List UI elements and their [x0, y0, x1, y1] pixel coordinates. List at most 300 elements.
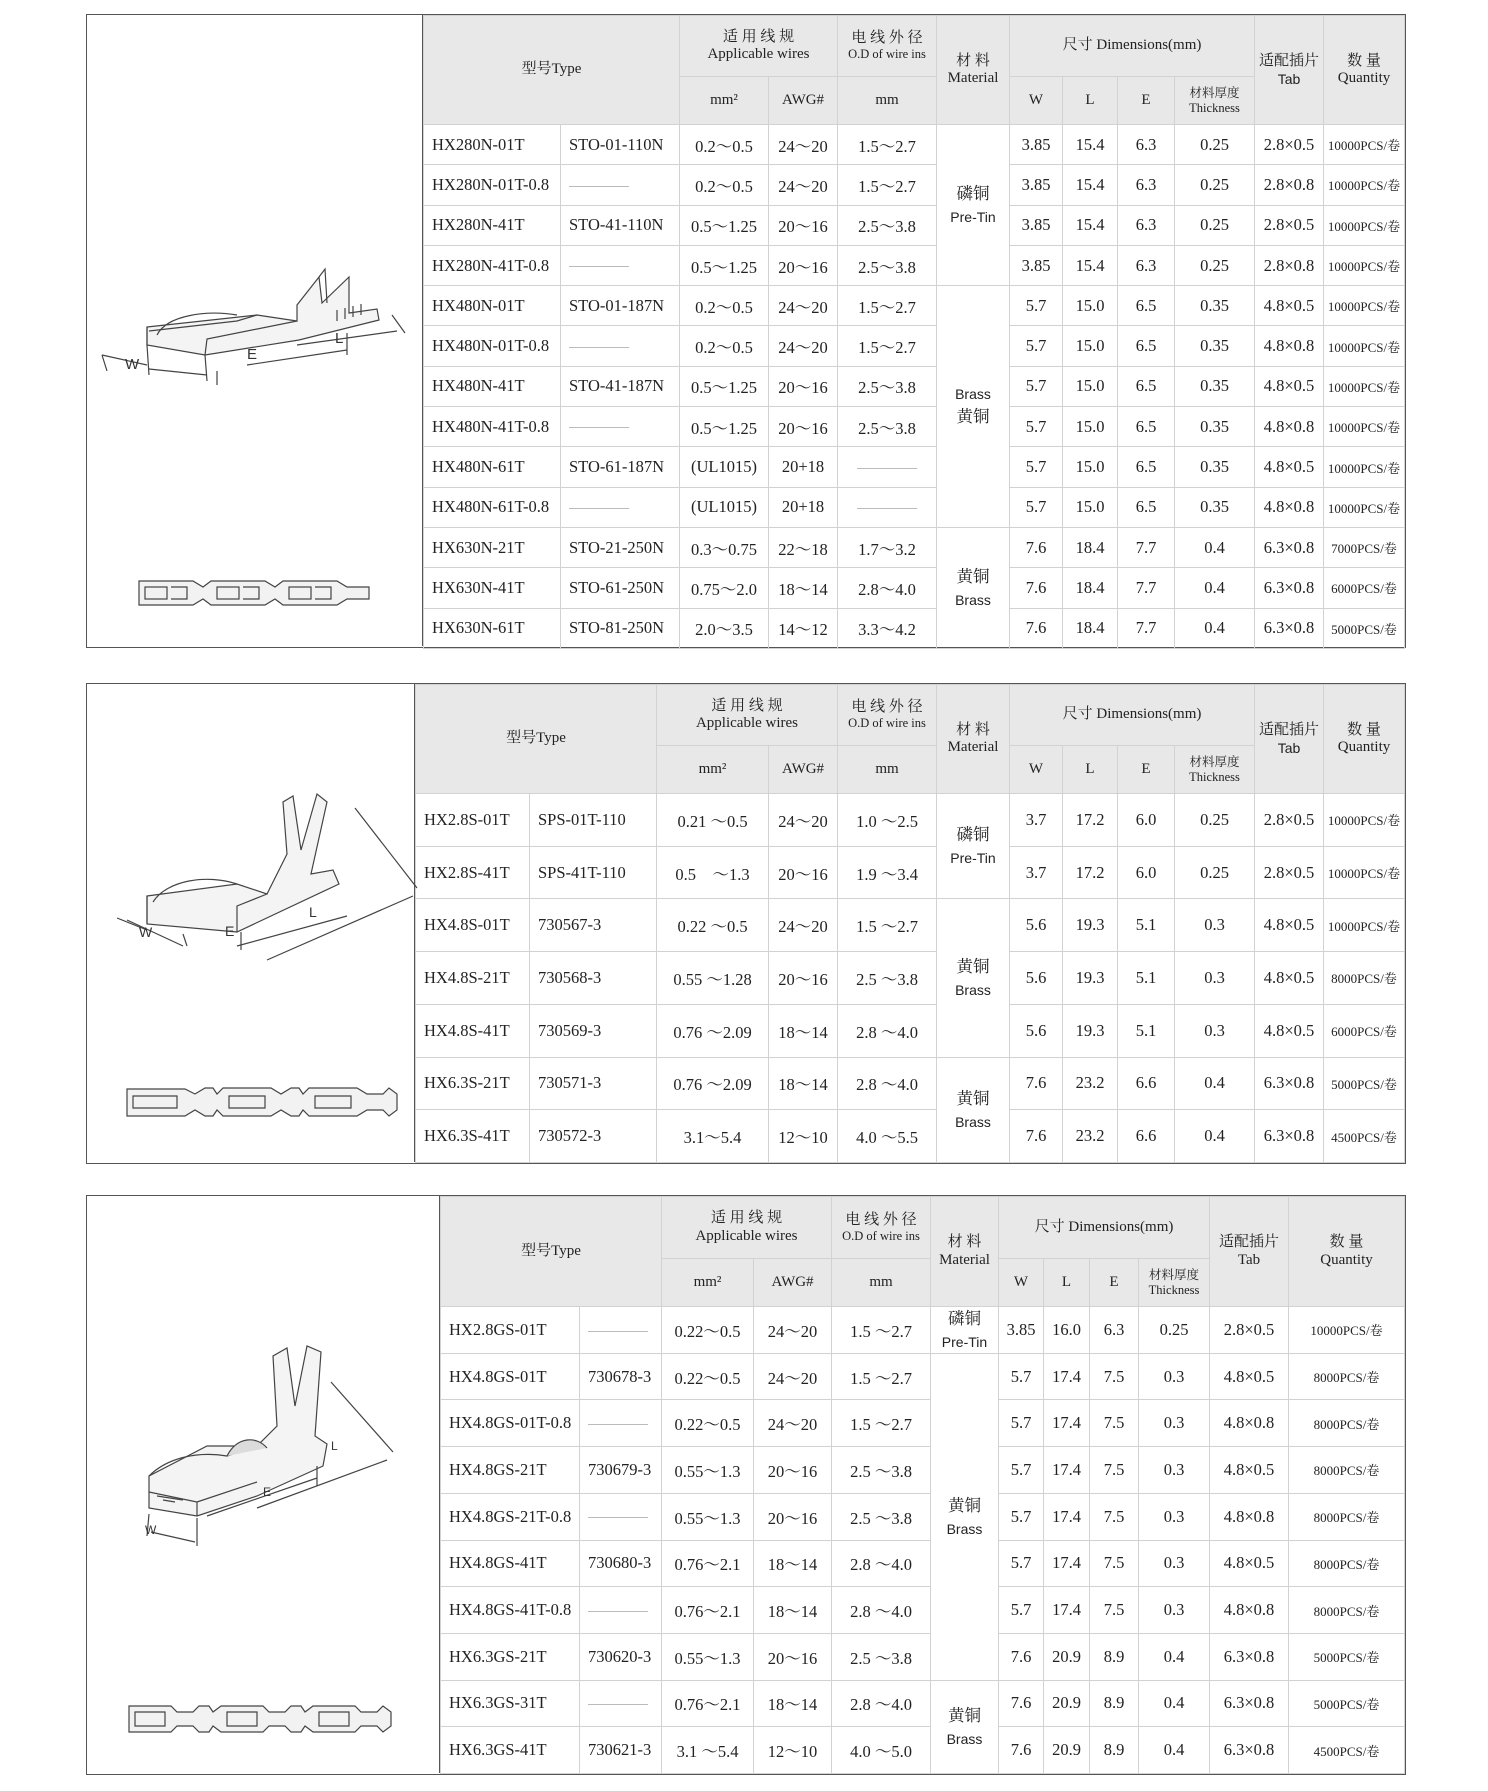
tab-cell: 4.8×0.5 [1210, 1353, 1289, 1400]
reference-cell: 730568-3 [530, 952, 657, 1005]
wire-mm2-cell: 0.75～2.0 [680, 568, 769, 608]
dim-e-cell: 6.5 [1118, 326, 1175, 366]
dim-l-cell: 16.0 [1044, 1307, 1090, 1354]
figure-panel-3 [87, 1196, 440, 1773]
header-thickness: 材料厚度 Thickness [1175, 77, 1255, 125]
table-row [424, 286, 1405, 326]
header-l: L [1044, 1259, 1090, 1307]
table-row [424, 487, 1405, 527]
dim-w-cell: 5.7 [999, 1353, 1044, 1400]
dim-w-cell: 3.7 [1010, 846, 1063, 899]
awg-cell: 24～20 [769, 326, 838, 366]
model-cell: HX6.3S-41T [416, 1110, 530, 1163]
dim-w-cell: 7.6 [1010, 1057, 1063, 1110]
material-cell [937, 527, 1010, 648]
material-cn: 黄铜 [956, 957, 990, 977]
wire-mm2-cell: 0.55～1.3 [662, 1633, 754, 1680]
thickness-cell: 0.25 [1175, 165, 1255, 205]
table-row [424, 447, 1405, 487]
awg-cell: 20+18 [769, 447, 838, 487]
od-cell: 4.0 ～5.0 [832, 1727, 931, 1774]
tab-cell: 4.8×0.5 [1255, 366, 1324, 406]
tab-cell: 4.8×0.5 [1255, 899, 1324, 952]
quantity-cell: 10000PCS/卷 [1324, 899, 1405, 952]
dim-e-cell: 6.3 [1118, 245, 1175, 285]
table-row [441, 1540, 1405, 1587]
table-row [424, 326, 1405, 366]
header-thickness: 材料厚度 Thickness [1139, 1259, 1210, 1307]
awg-cell: 20+18 [769, 487, 838, 527]
model-cell: HX4.8GS-01T [441, 1353, 580, 1400]
dim-w-cell: 7.6 [999, 1727, 1044, 1774]
quantity-cell: 8000PCS/卷 [1289, 1447, 1405, 1494]
dim-l-cell: 17.2 [1063, 794, 1118, 847]
dim-e-cell: 6.0 [1118, 846, 1175, 899]
model-cell: HX4.8GS-41T [441, 1540, 580, 1587]
dim-l-cell: 18.4 [1063, 568, 1118, 608]
wire-mm2-cell: 0.5～1.25 [680, 366, 769, 406]
quantity-cell: 10000PCS/卷 [1324, 366, 1405, 406]
dim-e-cell: 7.5 [1090, 1493, 1139, 1540]
reference-cell: 730571-3 [530, 1057, 657, 1110]
od-cell: 3.3～4.2 [838, 608, 937, 648]
dim-e-cell: 7.7 [1118, 568, 1175, 608]
reference-cell [580, 1493, 662, 1540]
quantity-cell: 7000PCS/卷 [1324, 527, 1405, 567]
awg-cell: 24～20 [754, 1353, 832, 1400]
dim-e-cell: 5.1 [1118, 899, 1175, 952]
model-cell: HX4.8S-01T [416, 899, 530, 952]
wire-mm2-cell: 0.55～1.3 [662, 1493, 754, 1540]
quantity-cell: 5000PCS/卷 [1324, 608, 1405, 648]
model-cell: HX630N-41T [424, 568, 561, 608]
thickness-cell: 0.4 [1139, 1633, 1210, 1680]
dim-e-cell: 6.5 [1118, 286, 1175, 326]
tab-cell: 6.3×0.8 [1210, 1633, 1289, 1680]
spec-table-3 [440, 1196, 1405, 1774]
material-cell [937, 899, 1010, 1057]
dim-l-cell: 15.0 [1063, 407, 1118, 447]
spec-block-1 [86, 14, 1406, 648]
awg-cell: 18～14 [754, 1680, 832, 1727]
model-cell: HX280N-01T-0.8 [424, 165, 561, 205]
header-material: 材 料 Material [931, 1197, 999, 1307]
od-cell: 2.5 ～3.8 [838, 952, 937, 1005]
model-cell: HX480N-01T-0.8 [424, 326, 561, 366]
tab-cell: 6.3×0.8 [1210, 1727, 1289, 1774]
tab-cell: 4.8×0.8 [1255, 487, 1324, 527]
terminal-strip-3 [129, 1706, 391, 1732]
awg-cell: 20～16 [754, 1447, 832, 1494]
dim-l-cell: 19.3 [1063, 899, 1118, 952]
dim-l-cell: 23.2 [1063, 1110, 1118, 1163]
header-wires: 适 用 线 规 Applicable wires [680, 16, 838, 77]
dim-w-cell: 5.7 [999, 1493, 1044, 1540]
dim-l-cell: 15.0 [1063, 447, 1118, 487]
od-cell: 1.0 ～2.5 [838, 794, 937, 847]
dim-w-cell: 5.7 [1010, 366, 1063, 406]
awg-cell: 20～16 [769, 366, 838, 406]
quantity-cell: 10000PCS/卷 [1324, 487, 1405, 527]
header-tab: 适配插片 Tab [1210, 1197, 1289, 1307]
header-material: 材 料 Material [937, 16, 1010, 125]
dim-l-cell: 17.4 [1044, 1587, 1090, 1634]
tab-cell: 2.8×0.5 [1255, 846, 1324, 899]
header-l: L [1063, 746, 1118, 794]
wire-mm2-cell: 0.22 ～0.5 [657, 899, 769, 952]
od-cell: 2.8 ～4.0 [832, 1587, 931, 1634]
header-quantity: 数 量 Quantity [1324, 16, 1405, 125]
awg-cell: 20～16 [769, 407, 838, 447]
quantity-cell: 10000PCS/卷 [1324, 326, 1405, 366]
dim-e-cell: 6.3 [1118, 165, 1175, 205]
spec-block-3 [86, 1195, 1406, 1775]
reference-cell: SPS-01T-110 [530, 794, 657, 847]
dim-label-e: E [263, 1485, 272, 1499]
od-cell: 2.8 ～4.0 [838, 1004, 937, 1057]
quantity-cell: 10000PCS/卷 [1289, 1307, 1405, 1354]
od-cell: 1.5 ～2.7 [838, 899, 937, 952]
wire-mm2-cell: 0.22～0.5 [662, 1353, 754, 1400]
dim-e-cell: 6.5 [1118, 487, 1175, 527]
quantity-cell: 10000PCS/卷 [1324, 286, 1405, 326]
table-row [424, 125, 1405, 165]
dim-l-cell: 15.4 [1063, 165, 1118, 205]
thickness-cell: 0.35 [1175, 487, 1255, 527]
dim-w-cell: 3.85 [1010, 205, 1063, 245]
header-wires: 适 用 线 规 Applicable wires [662, 1197, 832, 1259]
awg-cell: 18～14 [754, 1540, 832, 1587]
wire-mm2-cell: 0.2～0.5 [680, 286, 769, 326]
dim-e-cell: 7.5 [1090, 1400, 1139, 1447]
dim-w-cell: 5.7 [999, 1587, 1044, 1634]
wire-mm2-cell: 0.5 ～1.3 [657, 846, 769, 899]
table-row [441, 1727, 1405, 1774]
material-cell [931, 1307, 999, 1354]
tab-cell: 4.8×0.5 [1210, 1540, 1289, 1587]
dim-w-cell: 7.6 [1010, 527, 1063, 567]
dim-e-cell: 5.1 [1118, 1004, 1175, 1057]
thickness-cell: 0.35 [1175, 326, 1255, 366]
reference-cell: STO-21-250N [561, 527, 680, 567]
thickness-cell: 0.3 [1175, 952, 1255, 1005]
empty-dash [588, 1517, 648, 1518]
reference-cell: STO-81-250N [561, 608, 680, 648]
header-dimensions: 尺寸 Dimensions(mm) [999, 1197, 1210, 1259]
material-cn: 黄铜 [956, 406, 990, 426]
header-tab: 适配插片 Tab [1255, 16, 1324, 125]
header-thickness: 材料厚度 Thickness [1175, 746, 1255, 794]
table-row [441, 1680, 1405, 1727]
thickness-cell: 0.25 [1175, 846, 1255, 899]
awg-cell: 18～14 [769, 568, 838, 608]
od-cell: 2.5～3.8 [838, 245, 937, 285]
dim-label-w: W [139, 924, 153, 940]
dim-w-cell: 5.7 [999, 1540, 1044, 1587]
dim-l-cell: 15.0 [1063, 366, 1118, 406]
terminal-diagram-3 [87, 1196, 438, 1773]
awg-cell: 20～16 [754, 1493, 832, 1540]
dim-l-cell: 15.4 [1063, 245, 1118, 285]
dim-w-cell: 5.6 [1010, 1004, 1063, 1057]
dim-l-cell: 20.9 [1044, 1633, 1090, 1680]
quantity-cell: 10000PCS/卷 [1324, 125, 1405, 165]
model-cell: HX480N-01T [424, 286, 561, 326]
dim-w-cell: 7.6 [999, 1680, 1044, 1727]
header-dimensions: 尺寸 Dimensions(mm) [1010, 16, 1255, 77]
reference-cell: STO-61-250N [561, 568, 680, 608]
wire-mm2-cell: 2.0～3.5 [680, 608, 769, 648]
dim-l-cell: 17.4 [1044, 1493, 1090, 1540]
dim-l-cell: 15.4 [1063, 205, 1118, 245]
dim-w-cell: 3.7 [1010, 794, 1063, 847]
dim-l-cell: 20.9 [1044, 1727, 1090, 1774]
material-cell [931, 1680, 999, 1773]
table-row [441, 1400, 1405, 1447]
awg-cell: 12～10 [754, 1727, 832, 1774]
header-wires: 适 用 线 规 Applicable wires [657, 685, 838, 746]
model-cell: HX480N-61T [424, 447, 561, 487]
quantity-cell: 8000PCS/卷 [1324, 952, 1405, 1005]
tab-cell: 2.8×0.5 [1255, 125, 1324, 165]
header-type: 型号Type [416, 685, 657, 794]
table-row [416, 846, 1405, 899]
tab-cell: 4.8×0.5 [1255, 952, 1324, 1005]
od-cell: 1.9 ～3.4 [838, 846, 937, 899]
header-e: E [1090, 1259, 1139, 1307]
reference-cell: 730620-3 [580, 1633, 662, 1680]
quantity-cell: 6000PCS/卷 [1324, 1004, 1405, 1057]
header-type: 型号Type [441, 1197, 662, 1307]
dim-label-w: W [145, 1523, 157, 1537]
dim-e-cell: 5.1 [1118, 952, 1175, 1005]
table-row [424, 568, 1405, 608]
material-en: Pre-Tin [941, 1333, 988, 1350]
figure-panel-1 [87, 15, 423, 646]
quantity-cell: 8000PCS/卷 [1289, 1353, 1405, 1400]
od-cell: 2.8～4.0 [838, 568, 937, 608]
dim-w-cell: 5.7 [1010, 326, 1063, 366]
dim-l-cell: 17.4 [1044, 1400, 1090, 1447]
thickness-cell: 0.25 [1175, 205, 1255, 245]
dim-e-cell: 7.5 [1090, 1447, 1139, 1494]
od-cell: 1.7～3.2 [838, 527, 937, 567]
dim-w-cell: 7.6 [1010, 568, 1063, 608]
tab-cell: 4.8×0.5 [1255, 286, 1324, 326]
header-mm2: mm² [662, 1259, 754, 1307]
header-w: W [999, 1259, 1044, 1307]
dim-w-cell: 7.6 [1010, 608, 1063, 648]
spec-table-1 [423, 15, 1405, 649]
reference-cell: STO-01-187N [561, 286, 680, 326]
thickness-cell: 0.3 [1139, 1447, 1210, 1494]
tab-cell: 4.8×0.8 [1210, 1587, 1289, 1634]
model-cell: HX4.8S-41T [416, 1004, 530, 1057]
od-cell: 1.5 ～2.7 [832, 1353, 931, 1400]
tab-cell: 4.8×0.8 [1210, 1493, 1289, 1540]
wire-mm2-cell: 3.1～5.4 [657, 1110, 769, 1163]
model-cell: HX280N-41T [424, 205, 561, 245]
dim-label-e: E [247, 346, 258, 363]
od-cell: 2.5 ～3.8 [832, 1493, 931, 1540]
dim-w-cell: 3.85 [1010, 165, 1063, 205]
wire-mm2-cell: 0.5～1.25 [680, 245, 769, 285]
material-en: Brass [946, 1520, 983, 1537]
tab-cell: 4.8×0.8 [1210, 1400, 1289, 1447]
dim-l-cell: 15.0 [1063, 487, 1118, 527]
material-en: Brass [955, 1113, 991, 1130]
table-row [441, 1353, 1405, 1400]
thickness-cell: 0.3 [1175, 1004, 1255, 1057]
dim-w-cell: 5.7 [1010, 447, 1063, 487]
od-cell: 2.5～3.8 [838, 366, 937, 406]
model-cell: HX6.3S-21T [416, 1057, 530, 1110]
dim-e-cell: 7.7 [1118, 527, 1175, 567]
quantity-cell: 10000PCS/卷 [1324, 205, 1405, 245]
header-mm: mm [838, 746, 937, 794]
dim-e-cell: 8.9 [1090, 1680, 1139, 1727]
reference-cell: SPS-41T-110 [530, 846, 657, 899]
tab-cell: 6.3×0.8 [1255, 568, 1324, 608]
quantity-cell: 4500PCS/卷 [1324, 1110, 1405, 1163]
empty-dash [588, 1611, 648, 1612]
dim-w-cell: 7.6 [999, 1633, 1044, 1680]
dim-e-cell: 6.0 [1118, 794, 1175, 847]
empty-dash [569, 266, 629, 267]
tab-cell: 4.8×0.8 [1255, 326, 1324, 366]
material-en: Pre-Tin [950, 850, 996, 867]
wire-mm2-cell: 0.5～1.25 [680, 205, 769, 245]
thickness-cell: 0.4 [1175, 608, 1255, 648]
thickness-cell: 0.25 [1175, 794, 1255, 847]
table-row [424, 608, 1405, 648]
header-quantity: 数 量 Quantity [1324, 685, 1405, 794]
wire-mm2-cell: 0.76 ～2.09 [657, 1057, 769, 1110]
table-row [416, 952, 1405, 1005]
table-row [416, 1057, 1405, 1110]
model-cell: HX4.8GS-41T-0.8 [441, 1587, 580, 1634]
material-en: Pre-Tin [950, 208, 996, 225]
dim-label-l: L [335, 330, 344, 347]
quantity-cell: 10000PCS/卷 [1324, 407, 1405, 447]
quantity-cell: 8000PCS/卷 [1289, 1493, 1405, 1540]
dim-l-cell: 17.4 [1044, 1447, 1090, 1494]
quantity-cell: 10000PCS/卷 [1324, 447, 1405, 487]
dim-l-cell: 17.4 [1044, 1540, 1090, 1587]
awg-cell: 24～20 [769, 165, 838, 205]
tab-cell: 4.8×0.5 [1255, 447, 1324, 487]
dim-e-cell: 6.3 [1118, 125, 1175, 165]
od-cell [838, 447, 937, 487]
figure-panel-2 [87, 684, 415, 1162]
thickness-cell: 0.3 [1139, 1587, 1210, 1634]
model-cell: HX280N-41T-0.8 [424, 245, 561, 285]
table-row [441, 1447, 1405, 1494]
thickness-cell: 0.35 [1175, 286, 1255, 326]
model-cell: HX4.8GS-01T-0.8 [441, 1400, 580, 1447]
awg-cell: 24～20 [754, 1307, 832, 1354]
thickness-cell: 0.35 [1175, 366, 1255, 406]
empty-dash [588, 1704, 648, 1705]
wire-mm2-cell: 0.5～1.25 [680, 407, 769, 447]
wire-mm2-cell: 0.55～1.3 [662, 1447, 754, 1494]
thickness-cell: 0.4 [1175, 527, 1255, 567]
reference-cell: 730567-3 [530, 899, 657, 952]
header-od: 电 线 外 径 O.D of wire ins [832, 1197, 931, 1259]
model-cell: HX2.8S-01T [416, 794, 530, 847]
dim-e-cell: 6.5 [1118, 366, 1175, 406]
dim-w-cell: 5.7 [1010, 286, 1063, 326]
table-row [424, 205, 1405, 245]
header-l: L [1063, 77, 1118, 125]
dim-l-cell: 15.0 [1063, 326, 1118, 366]
dim-e-cell: 6.3 [1118, 205, 1175, 245]
header-od: 电 线 外 径 O.D of wire ins [838, 685, 937, 746]
awg-cell: 20～16 [769, 952, 838, 1005]
reference-cell: STO-61-187N [561, 447, 680, 487]
material-cell [937, 794, 1010, 899]
material-cn: 磷铜 [956, 184, 990, 204]
od-cell: 4.0 ～5.5 [838, 1110, 937, 1163]
material-cell [931, 1353, 999, 1680]
model-cell: HX480N-41T [424, 366, 561, 406]
od-cell: 1.5 ～2.7 [832, 1307, 931, 1354]
dim-w-cell: 3.85 [999, 1307, 1044, 1354]
thickness-cell: 0.35 [1175, 407, 1255, 447]
wire-mm2-cell: 0.21 ～0.5 [657, 794, 769, 847]
table-row [441, 1493, 1405, 1540]
header-awg: AWG# [754, 1259, 832, 1307]
dim-l-cell: 17.2 [1063, 846, 1118, 899]
thickness-cell: 0.25 [1175, 245, 1255, 285]
material-cn: 黄铜 [948, 1495, 981, 1515]
empty-dash [569, 347, 629, 348]
dim-e-cell: 6.6 [1118, 1110, 1175, 1163]
thickness-cell: 0.3 [1139, 1353, 1210, 1400]
wire-mm2-cell: (UL1015) [680, 487, 769, 527]
quantity-cell: 8000PCS/卷 [1289, 1587, 1405, 1634]
table-row [424, 527, 1405, 567]
model-cell: HX630N-21T [424, 527, 561, 567]
table-row [416, 794, 1405, 847]
reference-cell: STO-01-110N [561, 125, 680, 165]
od-cell: 2.8 ～4.0 [832, 1540, 931, 1587]
thickness-cell: 0.3 [1139, 1493, 1210, 1540]
terminal-strip-2 [127, 1088, 397, 1116]
header-od: 电 线 外 径 O.D of wire ins [838, 16, 937, 77]
model-cell: HX4.8GS-21T-0.8 [441, 1493, 580, 1540]
dim-l-cell: 17.4 [1044, 1353, 1090, 1400]
awg-cell: 20～16 [769, 205, 838, 245]
quantity-cell: 10000PCS/卷 [1324, 846, 1405, 899]
od-cell: 1.5～2.7 [838, 326, 937, 366]
material-en: Brass [955, 981, 991, 998]
awg-cell: 18～14 [769, 1004, 838, 1057]
dim-w-cell: 5.7 [999, 1400, 1044, 1447]
thickness-cell: 0.3 [1139, 1540, 1210, 1587]
tab-cell: 6.3×0.8 [1255, 527, 1324, 567]
thickness-cell: 0.3 [1139, 1400, 1210, 1447]
dim-l-cell: 18.4 [1063, 608, 1118, 648]
dim-w-cell: 5.7 [1010, 487, 1063, 527]
empty-dash [588, 1424, 648, 1425]
od-cell: 2.5 ～3.8 [832, 1633, 931, 1680]
table-row [441, 1307, 1405, 1354]
table-row [424, 165, 1405, 205]
dim-e-cell: 6.6 [1118, 1057, 1175, 1110]
table-row [424, 407, 1405, 447]
wire-mm2-cell: 3.1 ～5.4 [662, 1727, 754, 1774]
